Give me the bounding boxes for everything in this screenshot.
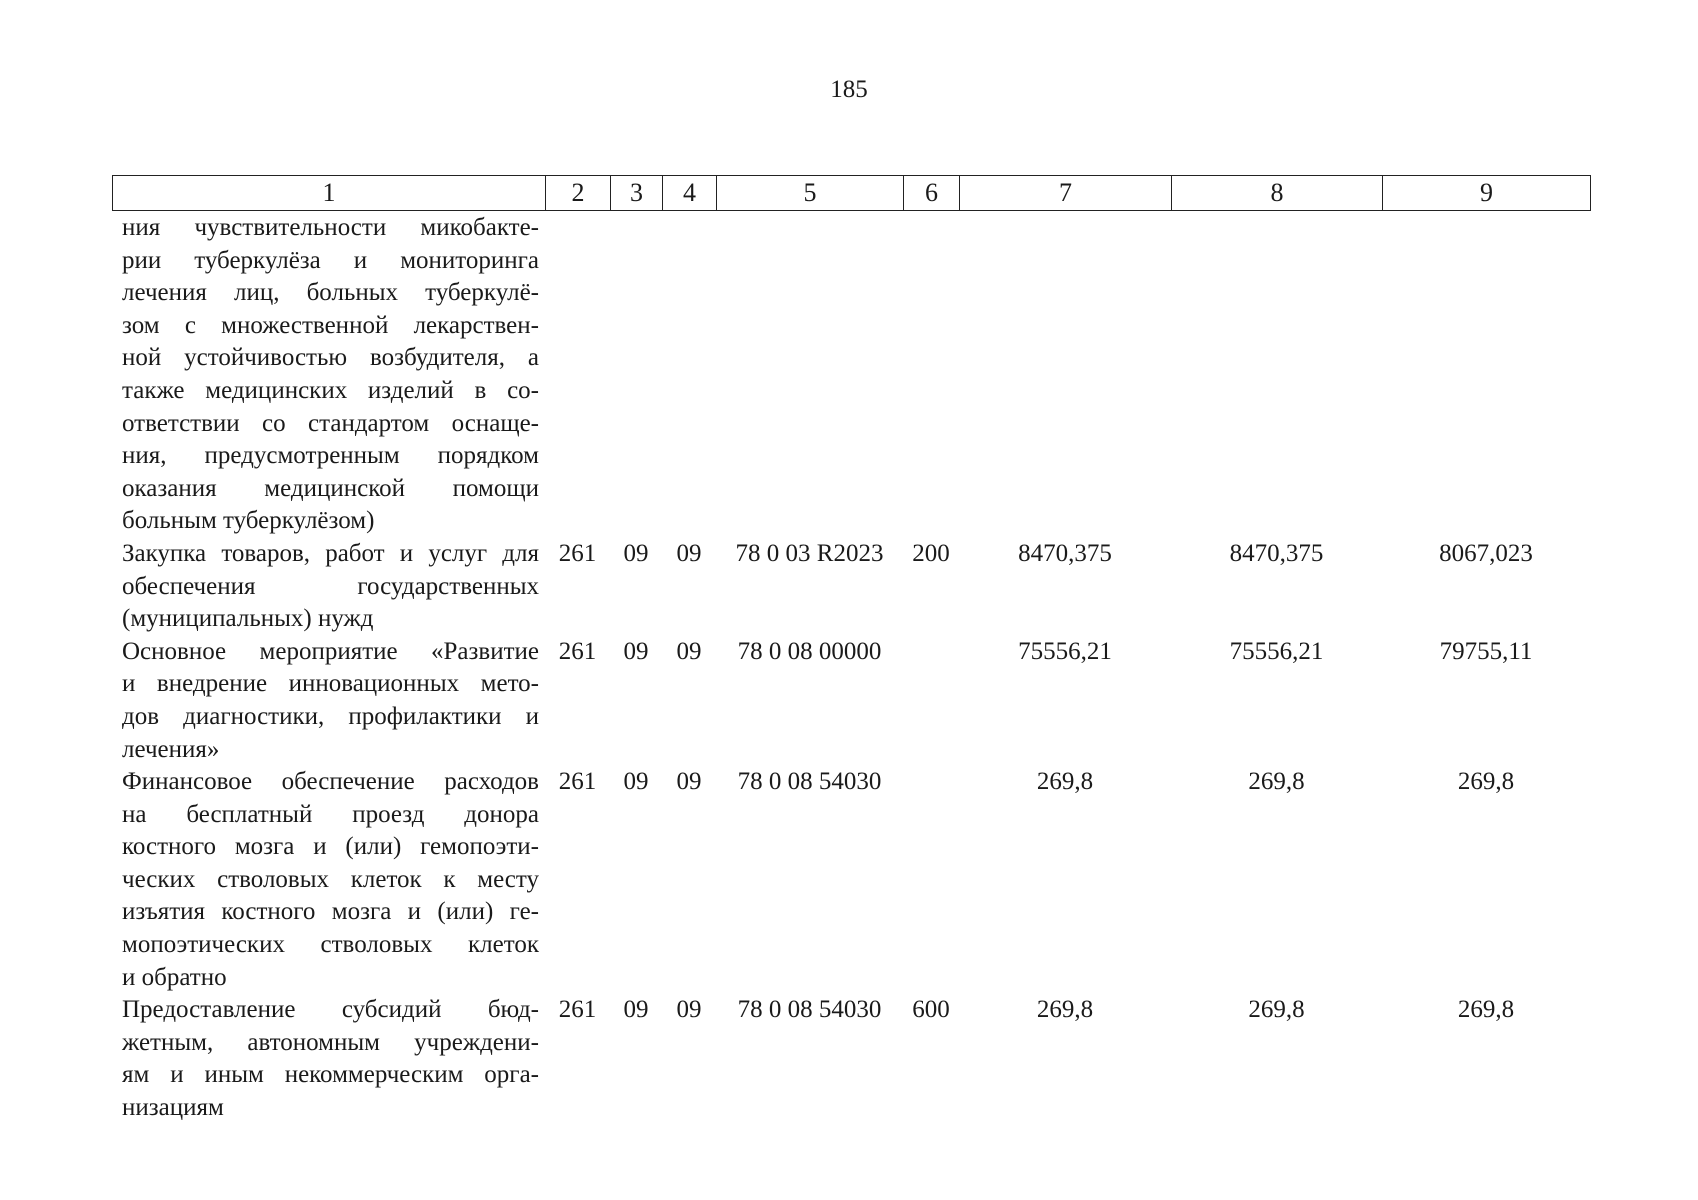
header-col-6: 6 [904,176,960,211]
cell-col-5: 78 0 08 54030 [737,996,882,1024]
cell-col-2: 261 [558,637,597,665]
description-line: ответствии со стандартом оснаще- [122,409,539,437]
cell-col-8: 8470,375 [1229,539,1324,567]
cell-col-9: 269,8 [1457,768,1515,796]
cell-col-3: 09 [623,768,649,796]
cell-col-6: 200 [912,539,950,567]
table-row [112,994,1602,1124]
header-col-4: 4 [663,176,717,211]
description-line: лечения лиц, больных туберкулё- [122,279,539,307]
page-number: 185 [830,76,868,103]
header-col-7: 7 [960,176,1172,211]
description-line: рии туберкулёза и мониторинга [122,246,539,274]
description-line: и обратно [122,963,227,991]
description-line: также медицинских изделий в со- [122,376,539,404]
description-line: мопоэтических стволовых клеток [122,931,539,959]
description-line: костного мозга и (или) гемопоэти- [122,833,539,861]
description-line: обеспечения государственных [122,572,539,600]
cell-col-9: 269,8 [1457,996,1515,1024]
description-line: оказания медицинской помощи [122,474,539,502]
row-description [112,766,545,994]
cell-col-7: 8470,375 [1018,539,1112,567]
description-line: лечения» [122,735,220,763]
table-row [112,212,1602,538]
cell-col-5: 78 0 08 00000 [737,637,882,665]
table-row [112,766,1602,994]
cell-col-4: 09 [676,539,702,567]
header-col-5: 5 [717,176,904,211]
row-description [112,212,545,538]
table-row [112,538,1602,636]
description-line: дов диагностики, профилактики и [122,702,539,730]
header-col-3: 3 [611,176,663,211]
row-description [112,636,545,766]
table-row [112,636,1602,766]
description-line: Финансовое обеспечение расходов [122,768,539,796]
description-line: больным туберкулёзом) [122,507,375,535]
cell-col-4: 09 [676,768,702,796]
table-body [112,212,1602,1125]
description-line: Закупка товаров, работ и услуг для [122,539,539,567]
table-header [112,175,1591,211]
description-line: зом с множественной лекарствен- [122,311,539,339]
row-description [112,994,545,1124]
cell-col-5: 78 0 03 R2023 [735,539,884,567]
description-line: ческих стволовых клеток к месту [122,865,539,893]
description-line: ной устойчивостью возбудителя, а [122,344,539,372]
cell-col-3: 09 [623,637,649,665]
row-description [112,538,545,636]
cell-col-2: 261 [558,768,597,796]
description-line: Основное мероприятие «Развитие [122,637,539,665]
cell-col-4: 09 [676,637,702,665]
cell-col-7: 269,8 [1036,996,1094,1024]
cell-col-2: 261 [558,996,597,1024]
cell-col-5: 78 0 08 54030 [737,768,882,796]
description-line: ния, предусмотренным порядком [122,442,539,470]
cell-col-3: 09 [623,996,649,1024]
description-line: (муниципальных) нужд [122,605,374,633]
description-line: на бесплатный проезд донора [122,800,539,828]
description-line: Предоставление субсидий бюд- [122,996,539,1024]
description-line: жетным, автономным учреждени- [122,1028,539,1056]
description-line: низациям [122,1094,224,1122]
cell-col-7: 75556,21 [1018,637,1112,665]
cell-col-9: 79755,11 [1439,637,1533,665]
cell-col-8: 269,8 [1248,768,1305,796]
cell-col-7: 269,8 [1036,768,1094,796]
header-col-2: 2 [546,176,611,211]
cell-col-6: 600 [912,996,950,1024]
cell-col-9: 8067,023 [1439,539,1533,567]
description-line: ния чувствительности микобакте- [122,214,539,241]
description-line: изъятия костного мозга и (или) ге- [122,898,539,926]
description-line: и внедрение инновационных мето- [122,670,539,698]
cell-col-4: 09 [676,996,702,1024]
cell-col-8: 75556,21 [1229,637,1324,665]
cell-col-3: 09 [623,539,649,567]
header-col-9: 9 [1383,176,1591,211]
header-col-8: 8 [1172,176,1383,211]
cell-col-2: 261 [558,539,597,567]
cell-col-8: 269,8 [1248,996,1305,1024]
header-col-1: 1 [113,176,546,211]
description-line: ям и иным некоммерческим орга- [122,1061,539,1089]
